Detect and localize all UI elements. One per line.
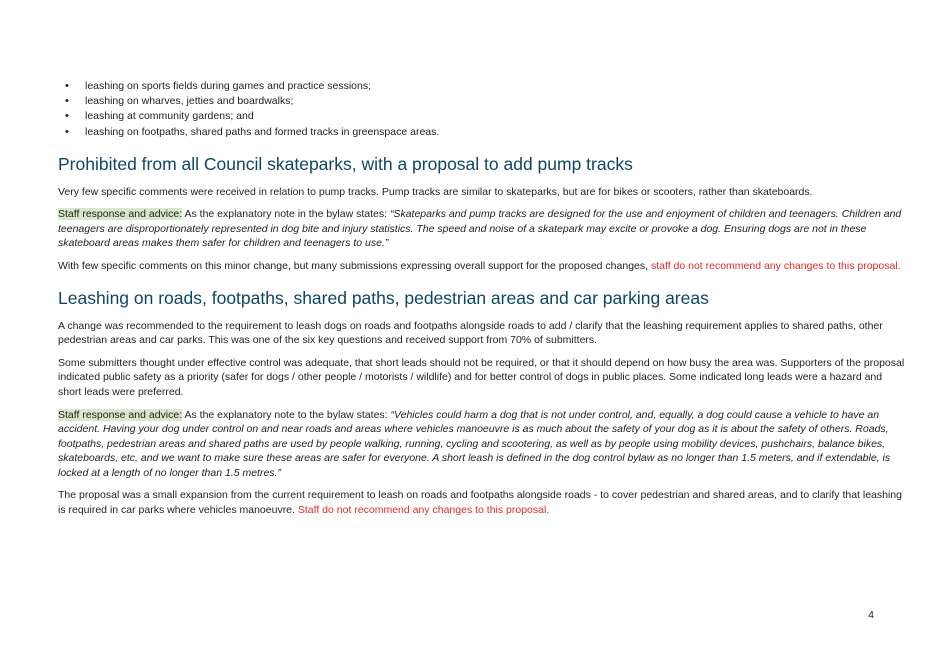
body-text: As the explanatory note in the bylaw states:	[182, 208, 390, 221]
paragraph-skateparks-staff-response	[58, 207, 908, 251]
section-heading-leashing: Leashing on roads, footpaths, shared paths, pedestrian areas and car parking areas	[58, 287, 709, 308]
bullet-list	[58, 79, 908, 140]
body-text: As the explanatory note to the bylaw states:	[182, 408, 391, 421]
paragraph-skateparks-intro	[58, 185, 908, 200]
recommendation-alert-text: Staff do not recommend any changes to this proposal.	[297, 504, 550, 517]
list-item: • leashing at community gardens; and	[58, 109, 908, 124]
list-item: • leashing on wharves, jetties and boardwalks;	[58, 94, 908, 109]
bylaw-quote: “Vehicles could harm a dog that is not under control, and, equally, a dog could cause a vehicle to have an accident. Having your dog under control on and near roads and areas where vehicles manoeuvre is as much about the safety of your dog as it is about the safety of others. Roads, footpaths, pedestrian areas and shared paths are used by people walking, running, cycling and scootering, as well as by people using mobility devices, pushchairs, balance bikes, skateboards, etc, and we want to make sure these areas are safer for everyone. A short leash is defined in the dog control bylaw as no longer than 1.5 meters, and if extendable, is locked at a length of no longer than 1.5 metres.”	[58, 408, 891, 479]
page-number: 4	[868, 609, 874, 621]
list-item: • leashing on footpaths, shared paths and formed tracks in greenspace areas.	[58, 125, 908, 140]
paragraph-leashing-recommendation	[58, 488, 908, 517]
body-text: The proposal was a small expansion from the current requirement to leash on roads and footpaths alongside roads - to cover pedestrian and shared areas, and to clarify that leashing is required in car parks where vehicles manoeuvre.	[58, 489, 902, 517]
body-text: With few specific comments on this minor change, but many submissions expressing overall support for the proposed changes,	[58, 260, 651, 273]
staff-response-label: Staff response and advice:	[58, 408, 183, 421]
list-item: • leashing on sports fields during games and practice sessions;	[58, 79, 908, 94]
paragraph-leashing-staff-response	[58, 408, 908, 481]
body-text: A change was recommended to the requirement to leash dogs on roads and footpaths alongside roads to add / clarify that the leashing requirement applies to shared paths, other pedestrian areas and car parks. This was one of the six key questions and received support from 70% of submitters.	[58, 319, 883, 347]
page-content	[58, 79, 908, 526]
body-text: Some submitters thought under effective control was adequate, that short leads should not be required, or that it should depend on how busy the area was. Supporters of the proposal indicated public safety as a priority (safer for dogs / other people / motorists / wildlife) and for better control of dogs in public places. Some indicated long leads were a hazard and short leads were preferred.	[58, 356, 905, 398]
section-heading-skateparks: Prohibited from all Council skateparks, with a proposal to add pump tracks	[58, 153, 633, 174]
bylaw-quote: “Skateparks and pump tracks are designed for the use and enjoyment of children and teenagers. Children and teenagers are disproportionately represented in dog bite and injury statistics. The speed and noise of a skatepark may excite or provoke a dog. Ensuring dogs are not in these skateboard areas makes them safer for children and teenagers to use.”	[58, 208, 902, 250]
recommendation-alert-text: staff do not recommend any changes to this proposal.	[650, 260, 901, 273]
paragraph-leashing-intro	[58, 319, 908, 348]
paragraph-skateparks-recommendation	[58, 259, 908, 274]
staff-response-label: Staff response and advice:	[58, 208, 183, 221]
paragraph-leashing-feedback	[58, 356, 908, 400]
body-text: Very few specific comments were received in relation to pump tracks. Pump tracks are similar to skateparks, but are for bikes or scooters, rather than skateboards.	[58, 185, 813, 198]
